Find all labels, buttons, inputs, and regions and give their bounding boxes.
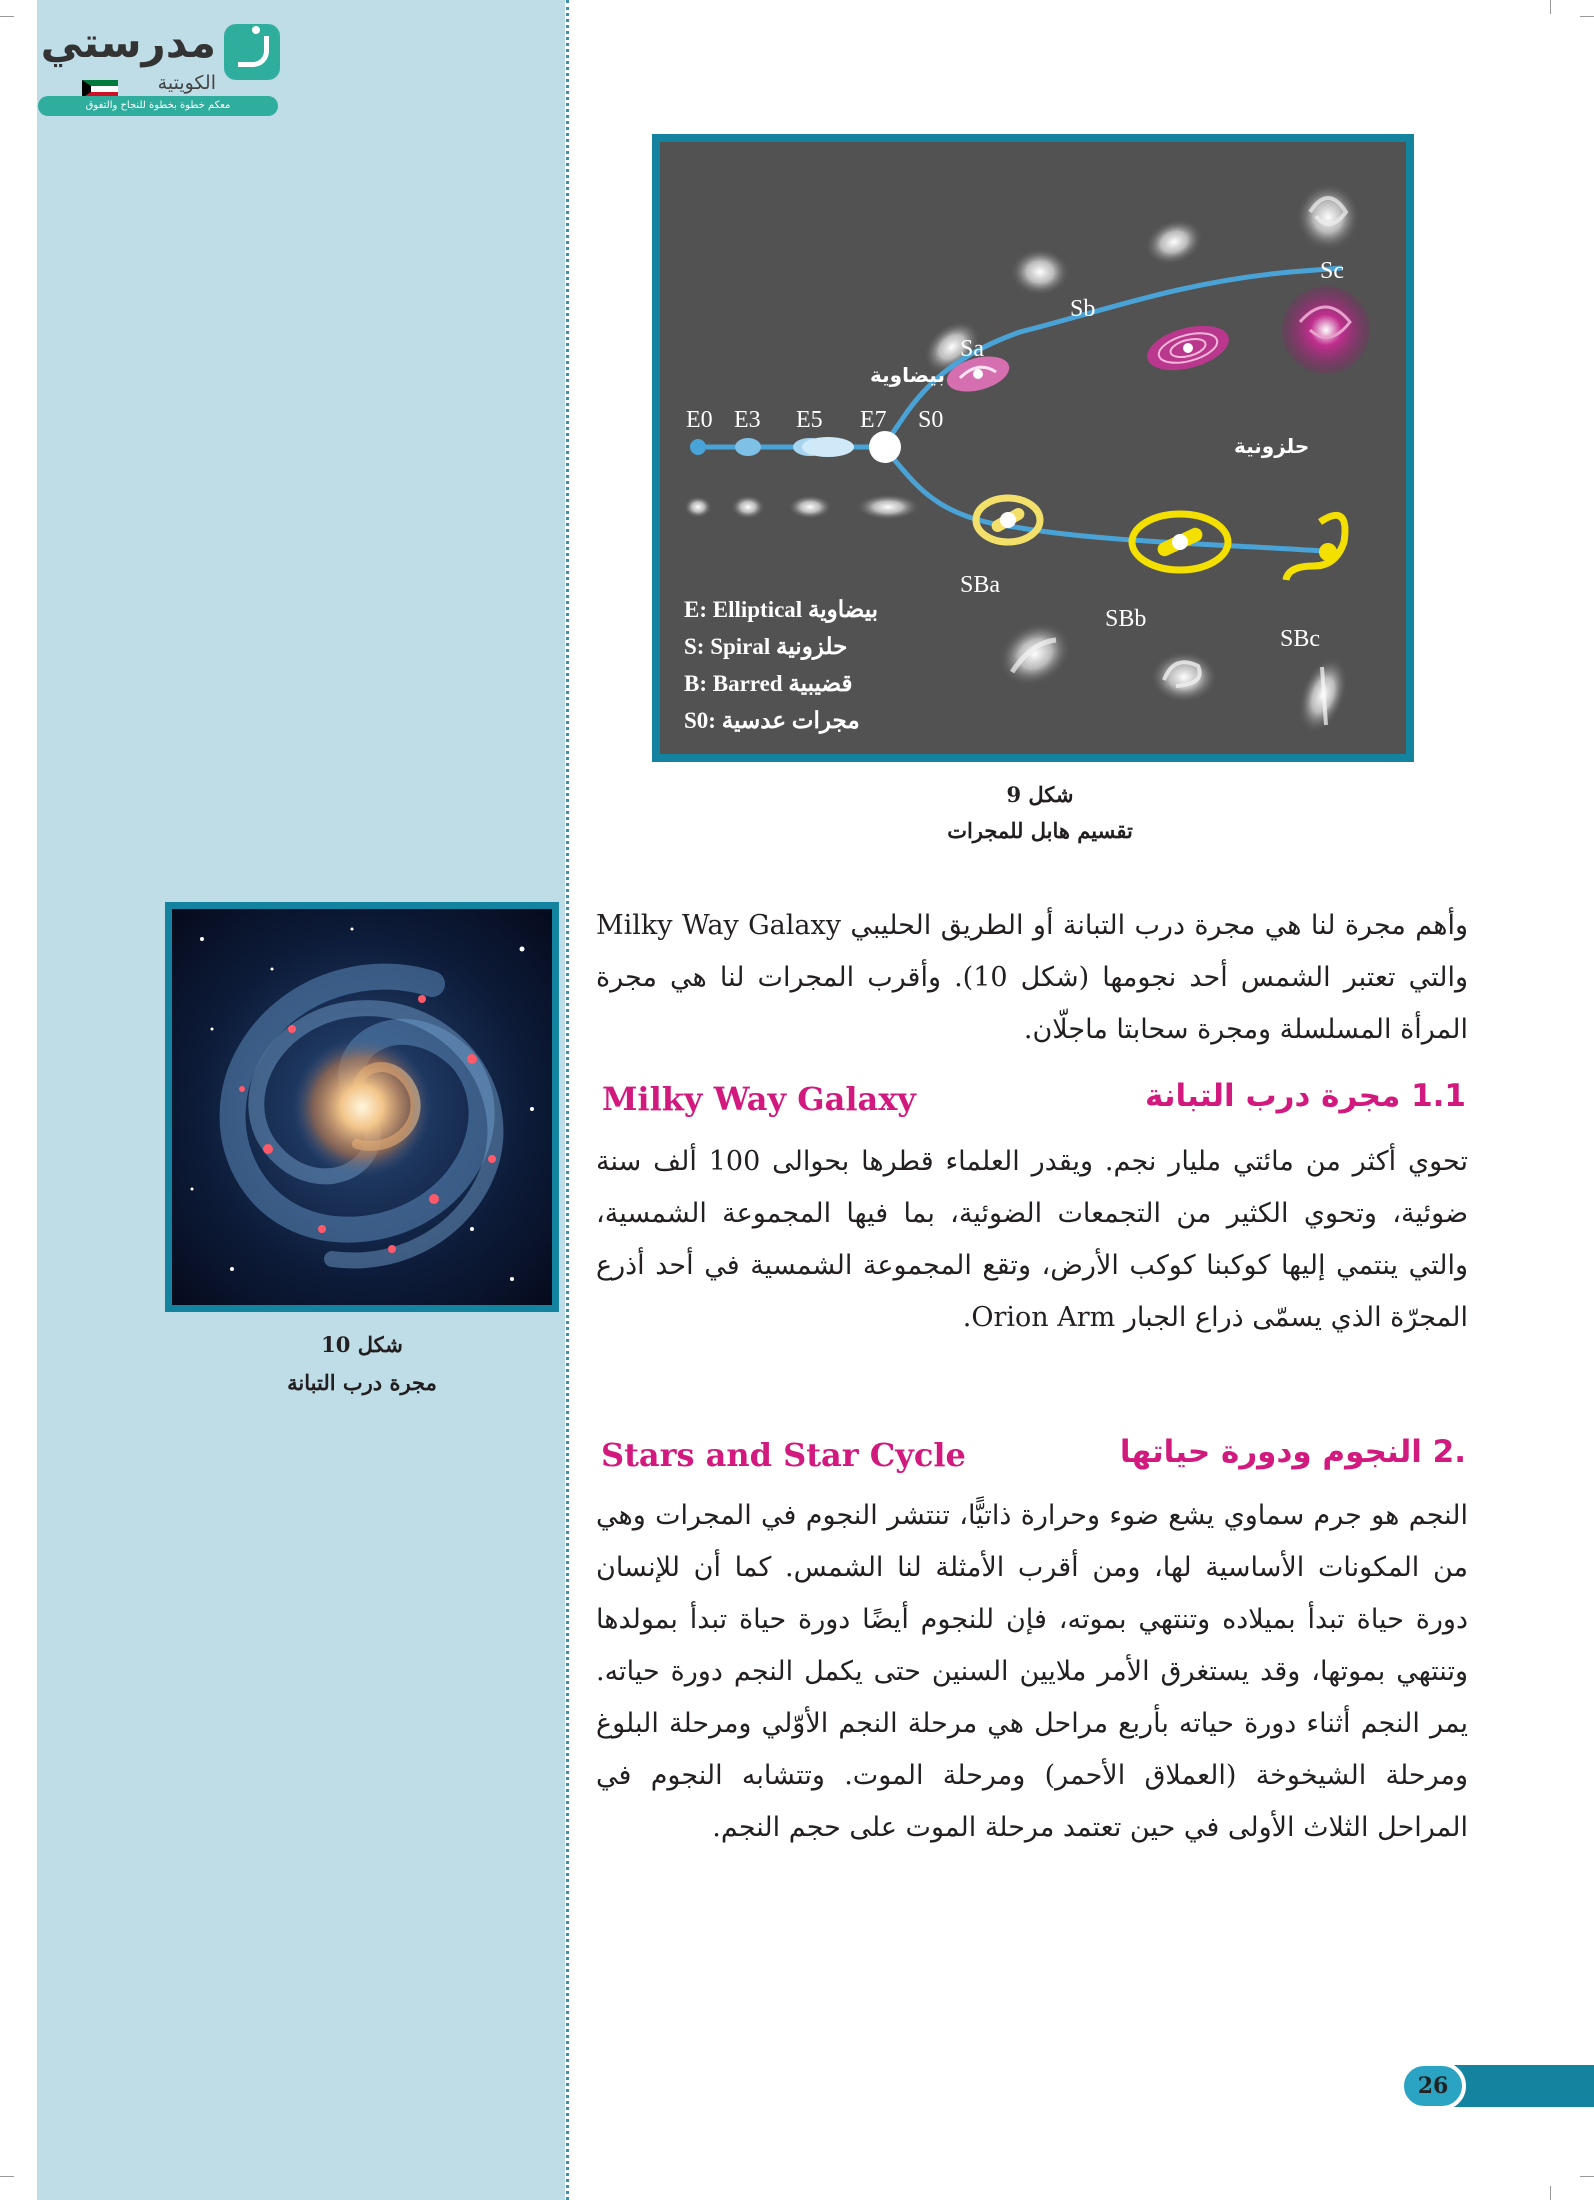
legend-item: B: Barred قضيبية [684, 671, 853, 696]
milky-way-image [172, 909, 552, 1305]
label-sbc: SBc [1280, 626, 1321, 652]
milky-way-figure [165, 902, 559, 1312]
sb-photo [1138, 211, 1209, 273]
label-sbb: SBb [1105, 606, 1147, 632]
legend-item: S: Spiral حلزونية [684, 634, 848, 659]
label-sc: Sc [1320, 258, 1344, 284]
section-1-1-heading-ar: 1.1 مجرة درب التبانة [1145, 1078, 1466, 1114]
crop-mark [1550, 2186, 1551, 2200]
e3-photo [731, 495, 765, 519]
page-margin [0, 0, 37, 2200]
logo-title: مدرستي [40, 18, 216, 67]
s0-marker [869, 431, 901, 463]
label-sba: SBa [960, 572, 1001, 598]
crop-mark [1580, 2176, 1594, 2177]
sba-photo [987, 609, 1083, 699]
crop-mark [0, 16, 14, 17]
figure9-caption: تقسيم هابل للمجرات [947, 818, 1133, 843]
crop-mark [0, 2176, 14, 2177]
e0-photo [684, 496, 712, 518]
label-elliptical-ar: بيضاوية [870, 363, 945, 387]
label-e7: E7 [860, 407, 887, 433]
legend-item: S0: مجرات عدسية [684, 708, 860, 733]
crop-mark [1580, 16, 1594, 17]
label-e3: E3 [734, 407, 761, 433]
dotted-divider [566, 0, 569, 2200]
sb-marker [1142, 318, 1233, 378]
e7-marker [802, 437, 854, 457]
intro-paragraph: وأهم مجرة لنا هي مجرة درب التبانة أو الطريق الحليبي Milky Way Galaxy والتي تعتبر الشمس أحد نجومها (شكل 10). وأقرب المجرات لنا هي مجرة المرأة المسلسلة ومجرة سحابتا ماجلّان. [596, 910, 1468, 1045]
section-2-heading-ar: .2 النجوم ودورة حياتها [1119, 1434, 1466, 1470]
hubble-classification-figure [652, 134, 1414, 762]
sbc-photo [1289, 650, 1358, 740]
label-e0: E0 [686, 407, 713, 433]
figure10-caption: مجرة درب التبانة [287, 1370, 437, 1395]
sa-photo [1010, 248, 1070, 296]
barred-line [882, 447, 1340, 552]
label-e5: E5 [796, 407, 823, 433]
madrasati-logo[interactable] [38, 16, 283, 116]
label-sa: Sa [960, 336, 984, 362]
hubble-legend [684, 597, 878, 735]
sbb-photo [1150, 651, 1218, 703]
label-sb: Sb [1070, 296, 1096, 322]
section-1-1-heading-en: Milky Way Galaxy [602, 1080, 916, 1118]
e3-marker [735, 438, 761, 456]
e7-photo [856, 494, 920, 520]
page-number: 26 [1400, 2062, 1466, 2110]
logo-tagline: معكم خطوة بخطوة للنجاح والتفوق [38, 96, 278, 116]
legend-item: E: Elliptical بيضاوية [684, 597, 879, 622]
label-s0: S0 [918, 407, 944, 433]
sc-marker [1282, 286, 1370, 374]
logo-mark-icon [224, 24, 280, 80]
sc-photo [1296, 183, 1360, 251]
logo-subtitle: الكويتية [157, 72, 216, 94]
figure10-number: شكل 10 [321, 1332, 403, 1357]
label-spiral-ar: حلزونية [1234, 434, 1310, 458]
hubble-diagram [660, 142, 1406, 754]
section-1-1-body: تحوي أكثر من مائتي مليار نجم. ويقدر العلماء قطرها بحوالى 100 ألف سنة ضوئية، وتحوي الكثير من التجمعات الضوئية، بما فيها المجموعة الشمسية، والتي ينتمي إليها كوكبنا كوكب الأرض، وتقع المجموعة الشمسية في أحد أذرع المجرّة الذي يسمّى ذراع الجبار Orion Arm. [596, 1146, 1468, 1333]
e5-photo [788, 495, 832, 519]
section-2-body: النجم هو جرم سماوي يشع ضوء وحرارة ذاتيًّا، تنتشر النجوم في المجرات وهي من المكونات الأساسية لها، ومن أقرب الأمثلة لنا الشمس. كما أن للإنسان دورة حياة تبدأ بميلاده وتنتهي بموته، فإن للنجوم أيضًا دورة حياة تبدأ بمولدها وتنتهي بموتها، وقد يستغرق الأمر ملايين السنين حتى يكمل النجم دورة حياته. يمر النجم أثناء دورة حياته بأربع مراحل هي مرحلة النجم الأوّلي ومرحلة البلوغ ومرحلة الشيخوخة (العملاق الأحمر) ومرحلة الموت. وتتشابه النجوم في المراحل الثلاث الأولى في حين تعتمد مرحلة الموت على حجم النجم. [596, 1500, 1468, 1843]
e0-marker [690, 439, 706, 455]
crop-mark [1550, 0, 1551, 14]
section-2-heading-en: Stars and Star Cycle [601, 1436, 966, 1474]
figure9-number: شكل 9 [1006, 782, 1074, 807]
